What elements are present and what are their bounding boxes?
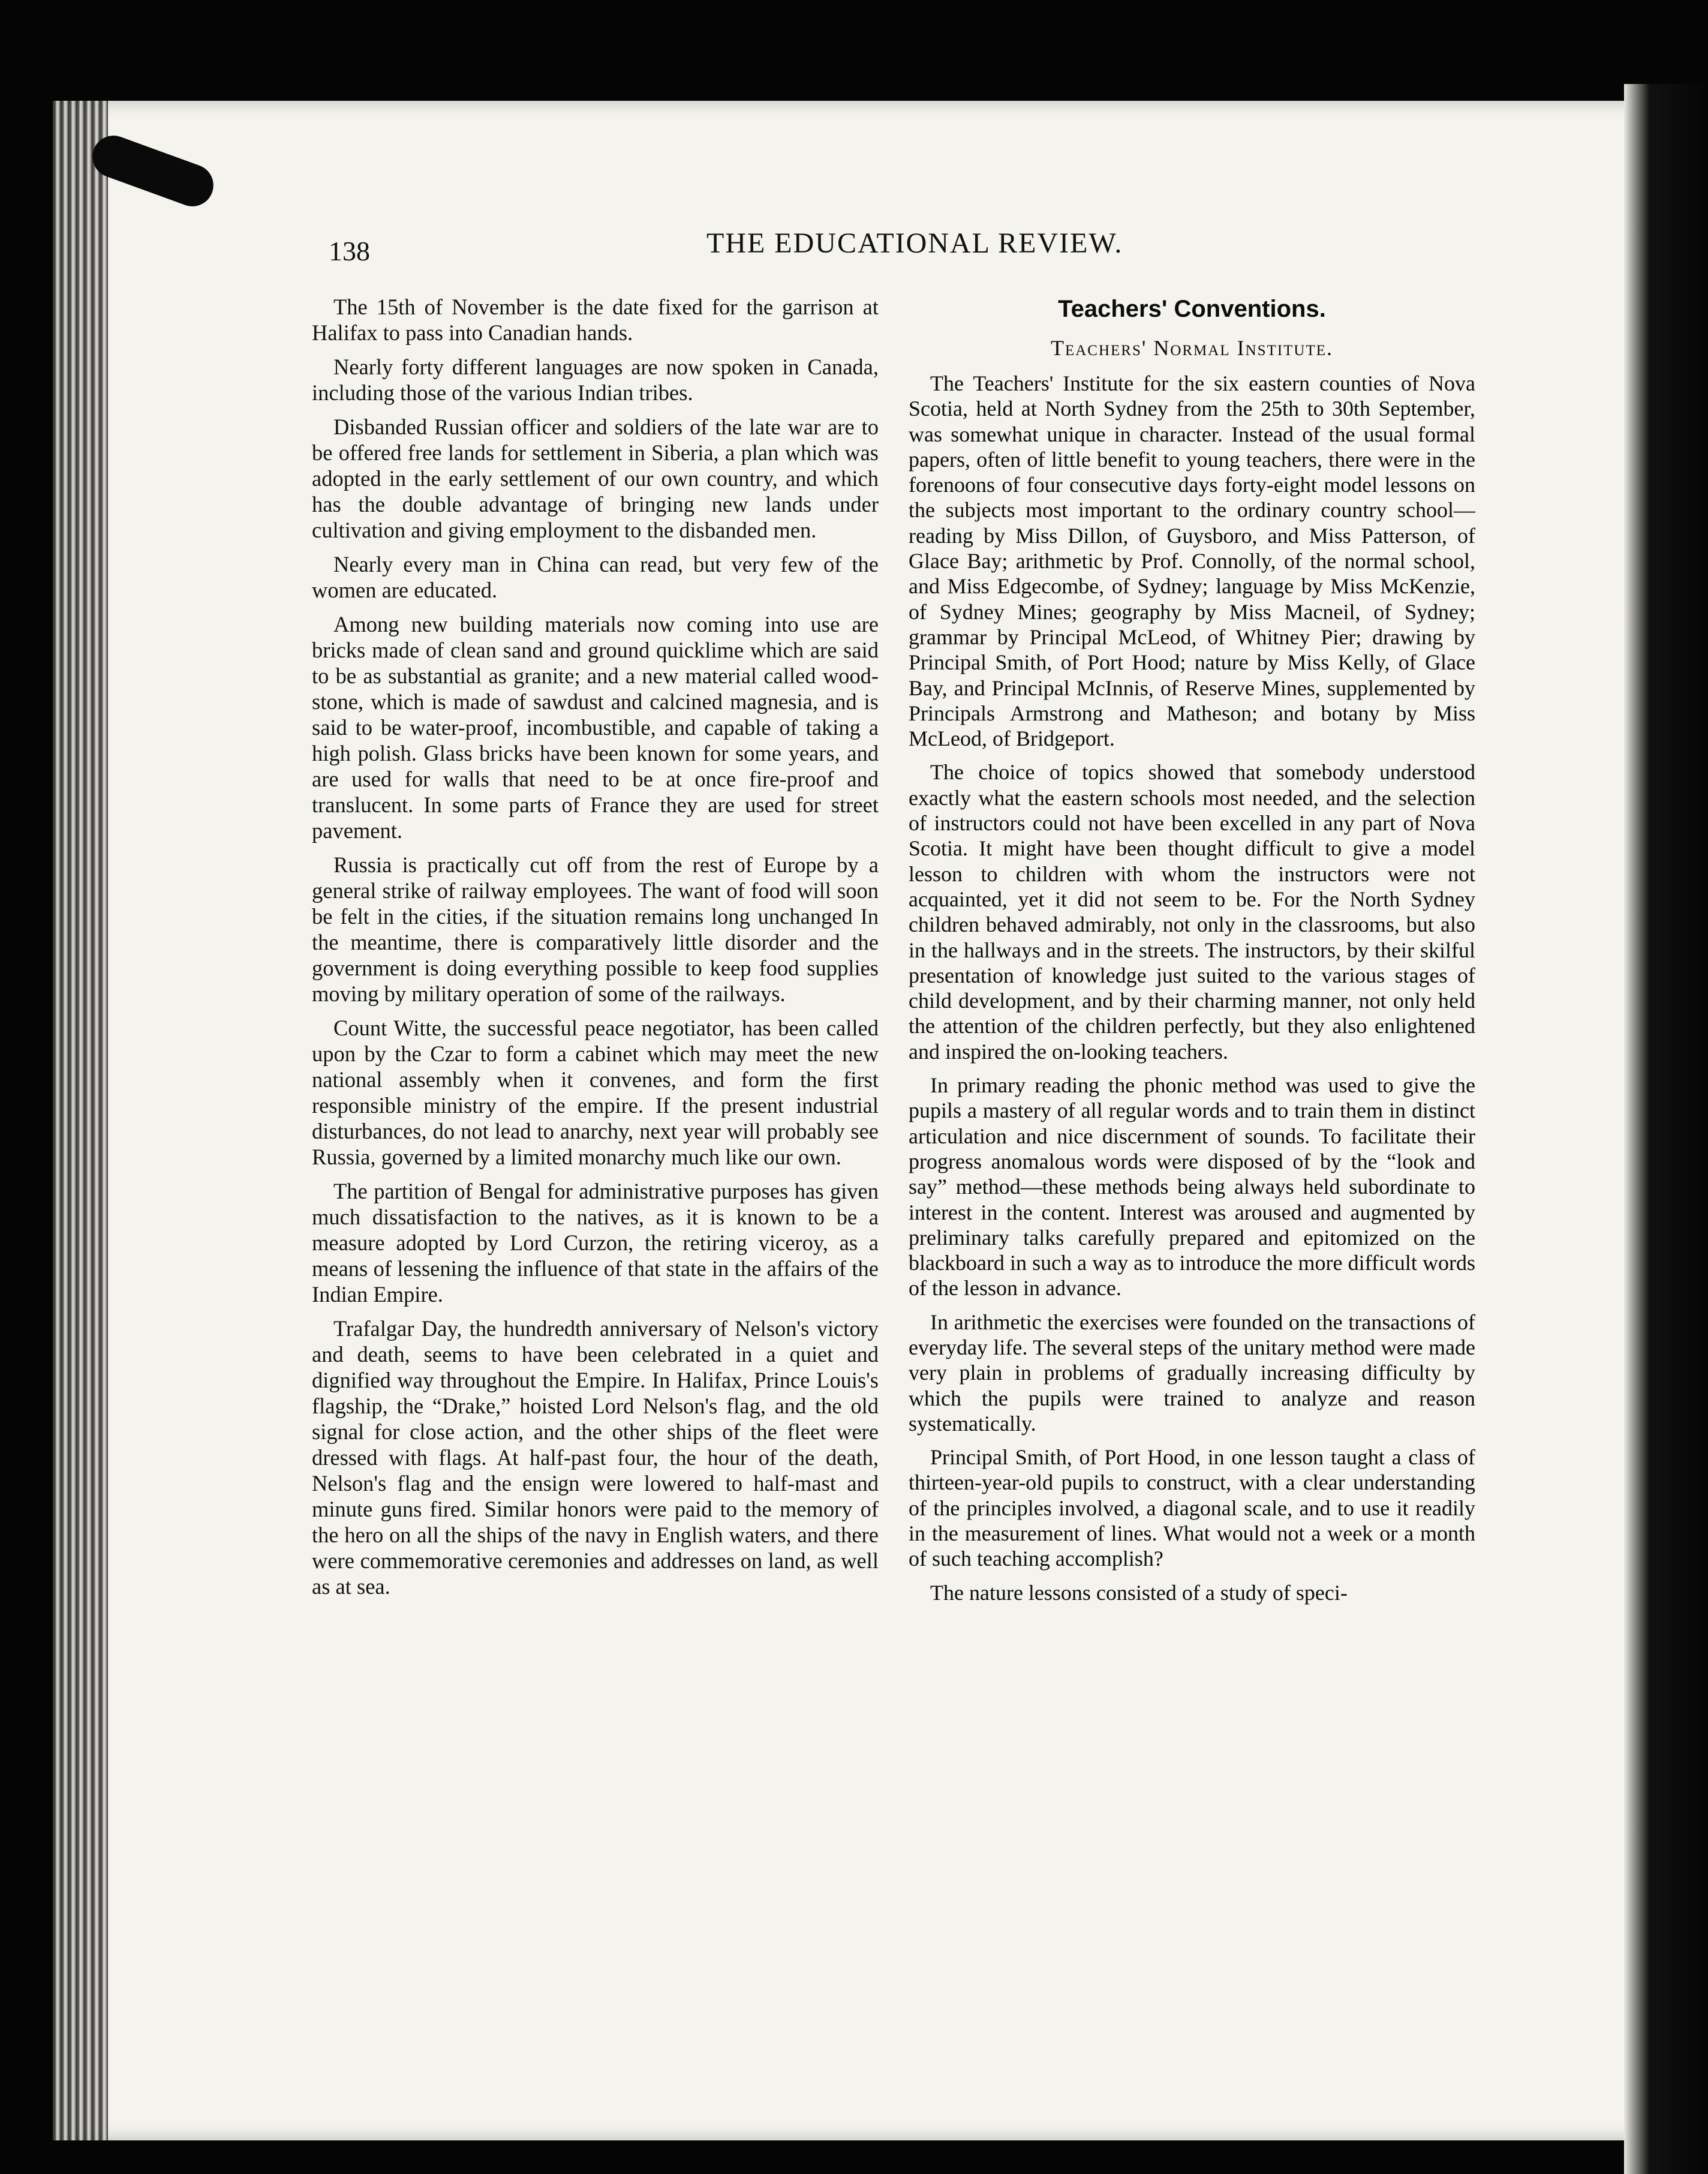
right-column [909,294,1475,1938]
left-column [312,294,879,1938]
article-paragraph: The choice of topics showed that somebody understood exactly what the eastern schools most needed, and the selection of instructors could not have been excelled in any part of Nova Scotia. It might have been thought difficult to give a model lesson to children with whom the instructors were not acquainted, yet it did not seem to be. For the North Sydney children behaved admirably, not only in the classrooms, but also in the hallways and in the streets. The instructors, by their skilful presentation of knowledge just suited to the various stages of child development, and by their charming manner, not only held the attention of the children perfectly, but they also enlightened and inspired the on-looking teachers. [909,760,1475,1064]
news-paragraph: Nearly every man in China can read, but very few of the women are educated. [312,552,879,602]
section-heading: Teachers' Conventions. [1058,296,1326,322]
news-paragraph: The partition of Bengal for administrative purposes has given much dissatisfaction to the natives, as it is known to be a measure adopted by Lord Curzon, the retiring viceroy, as a means of lessening the influence of that state in the affairs of the Indian Empire. [312,1179,879,1307]
news-paragraph: Disbanded Russian officer and soldiers of the late war are to be offered free lands for settlement in Siberia, a plan which was adopted in the early settlement of our own country, and which has the double advantage of bringing new lands under cultivation and giving employment to the disbanded men. [312,415,879,542]
news-paragraph: Russia is practically cut off from the rest of Europe by a general strike of railway employees. The want of food will soon be felt in the cities, if the situation remains long unchanged In the meantime, there is comparatively little disorder and the government is doing everything possible to keep food supplies moving by military operation of some of the railways. [312,852,879,1006]
article-paragraph: The Teachers' Institute for the six eastern counties of Nova Scotia, held at North Sydney from the 25th to 30th September, was somewhat unique in character. Instead of the usual formal papers, often of little benefit to young teachers, there were in the forenoons of four consecutive days forty-eight model lessons on the subjects most important to the ordinary country school—reading by Miss Dillon, of Guysboro, and Miss Patterson, of Glace Bay; arithmetic by Prof. Connolly, of the normal school, and Miss Edgecombe, of Sydney; language by Miss McKenzie, of Sydney Mines; geography by Miss Macneil, of Sydney; grammar by Principal McLeod, of Whitney Pier; drawing by Principal Smith, of Port Hood; nature by Miss Kelly, of Glace Bay, and Principal McInnis, of Reserve Mines, supplemented by Principals Armstrong and Matheson; and botany by Miss McLeod, of Bridgeport. [909,371,1475,751]
news-paragraph: The 15th of November is the date fixed for the garrison at Halifax to pass into Canadian hands. [312,295,879,345]
article-paragraph: In arithmetic the exercises were founded on the transactions of everyday life. The several steps of the unitary method were made very plain in problems of gradually increasing difficulty by which the pupils were trained to analyze and reason systematically. [909,1310,1475,1436]
article-paragraph: Principal Smith, of Port Hood, in one lesson taught a class of thirteen-year-old pupils to construct, with a clear understanding of the principles involved, a diagonal scale, and to use it readily in the measurement of lines. What would not a week or a month of such teaching accomplish? [909,1445,1475,1571]
news-paragraph: Nearly forty different languages are now spoken in Canada, including those of the various Indian tribes. [312,355,879,405]
page-number: 138 [329,236,370,266]
news-paragraph: Trafalgar Day, the hundredth anniversary of Nelson's victory and death, seems to have been celebrated in a quiet and dignified way throughout the Empire. In Halifax, Prince Louis's flagship, the “Drake,” hoisted Lord Nelson's flag, and the old signal for close action, and the other ships of the fleet were dressed with flags. At half-past four, the hour of the death, Nelson's flag and the ensign were lowered to half-mast and minute guns fired. Similar honors were paid to the memory of the hero on all the ships of the navy in English waters, and there were commemorative ceremonies and addresses on land, as well as at sea. [312,1316,879,1599]
page-edge-stack [53,101,108,2140]
subsection-heading: Teachers' Normal Institute. [1050,336,1334,360]
article-paragraph: In primary reading the phonic method was used to give the pupils a mastery of all regular words and to train them in distinct articulation and nice discernment of sounds. To facilitate their progress anomalous words were disposed of by the “look and say” method—these methods being always held subordinate to interest in the content. Interest was aroused and augmented by preliminary talks carefully prepared and epitomized on the blackboard in such a way as to introduce the more difficult words of the lesson in advance. [909,1073,1475,1301]
running-head [329,227,1492,269]
news-paragraph: Among new building materials now coming into use are bricks made of clean sand and ground quicklime which are said to be as substantial as granite; and a new material called wood-stone, which is made of sawdust and calcined magnesia, and is said to be water-proof, incombustible, and capable of taking a high polish. Glass bricks have been known for some years, and are used for walls that need to be at once fire-proof and translucent. In some parts of France they are used for street pavement. [312,612,879,843]
binding-gutter [1624,84,1708,2174]
journal-title: THE EDUCATIONAL REVIEW. [706,227,1123,259]
article-paragraph: The nature lessons consisted of a study of speci- [930,1580,1348,1605]
news-paragraph: Count Witte, the successful peace negotiator, has been called upon by the Czar to form a cabinet which may meet the new national assembly when it convenes, and form the first responsible ministry of the empire. If the present industrial disturbances, do not lead to anarchy, next year will probably see Russia, governed by a limited monarchy much like our own. [312,1016,879,1169]
